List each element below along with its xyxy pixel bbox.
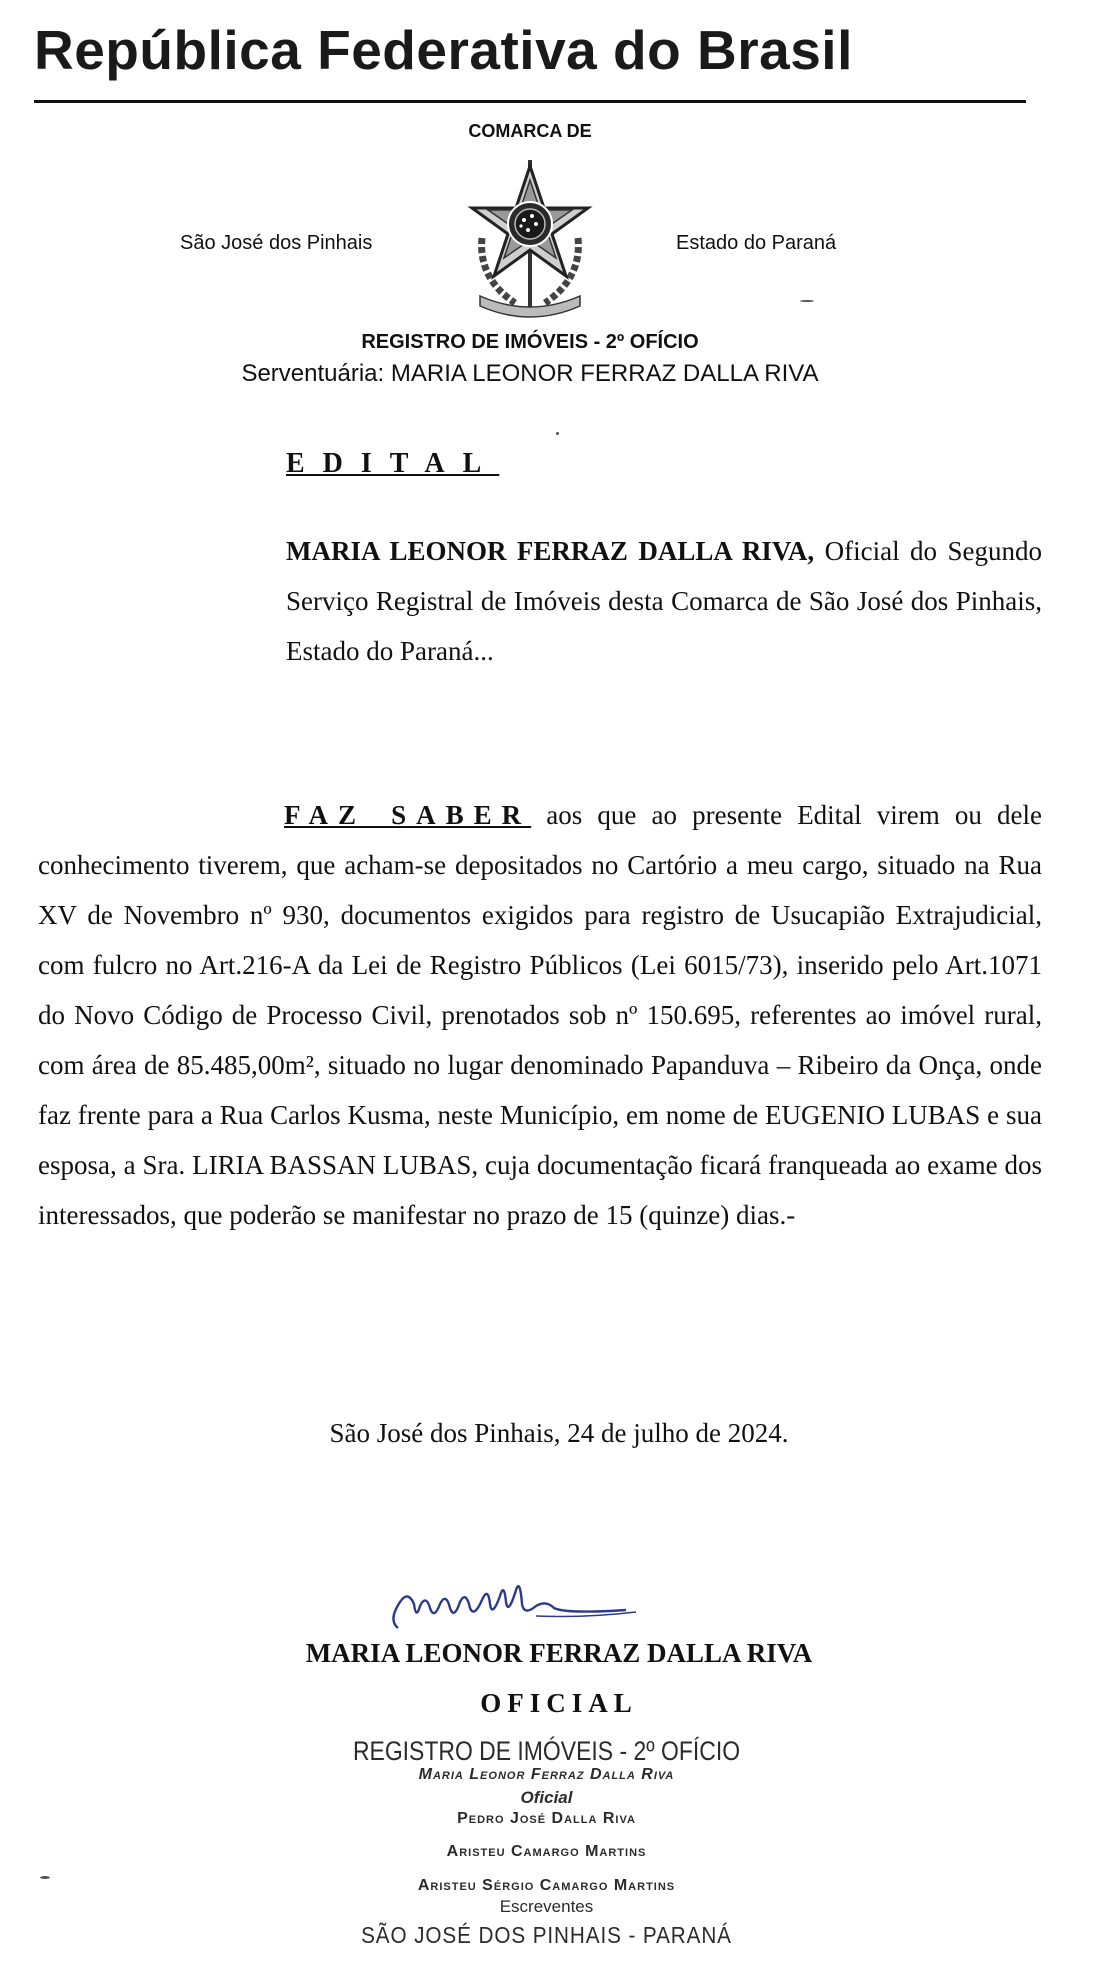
edital-intro xyxy=(286,526,1042,676)
stamp-scribes-label: Escreventes xyxy=(499,1897,594,1916)
registry-label: REGISTRO DE IMÓVEIS - 2º OFÍCIO xyxy=(361,331,699,353)
stamp-substitute: Pedro José Dalla Riva xyxy=(457,1810,636,1827)
signatory-name: MARIA LEONOR FERRAZ DALLA RIVA xyxy=(305,1638,813,1668)
page-title: República Federativa do Brasil xyxy=(34,19,853,81)
brazil-coat-of-arms-icon xyxy=(460,158,600,318)
handwritten-signature xyxy=(386,1560,686,1640)
intro-name: MARIA LEONOR FERRAZ DALLA RIVA, xyxy=(286,536,815,566)
stamp-substitute: Aristeu Sérgio Camargo Martins xyxy=(417,1877,676,1894)
title-divider xyxy=(34,100,1026,103)
state-label: Estado do Paraná xyxy=(676,232,837,254)
stamp-heading: REGISTRO DE IMÓVEIS - 2º OFÍCIO xyxy=(352,1736,741,1766)
comarca-label: COMARCA DE xyxy=(468,121,592,141)
edital-body xyxy=(38,790,1042,1240)
signatory-role: OFICIAL xyxy=(480,1688,638,1718)
scan-speck xyxy=(800,300,814,302)
faz-saber-lead: FAZ SABER xyxy=(284,800,532,830)
date-line: São José dos Pinhais, 24 de julho de 2024. xyxy=(329,1418,789,1448)
stamp-officer-role: Oficial xyxy=(520,1788,573,1807)
edital-heading: EDITAL xyxy=(286,448,500,479)
serventuaria-label: Serventuária: MARIA LEONOR FERRAZ DALLA RIVA xyxy=(241,360,819,387)
stamp-substitute: Aristeu Camargo Martins xyxy=(446,1843,647,1860)
intro-text: Oficial do Segundo Serviço Registral de Imóveis desta Comarca de São José dos Pinhais, Estado do Paraná... xyxy=(286,536,1042,666)
scan-speck xyxy=(40,1876,50,1879)
stamp-city: SÃO JOSÉ DOS PINHAIS - PARANÁ xyxy=(361,1922,732,1948)
city-label: São José dos Pinhais xyxy=(180,232,373,254)
scan-speck xyxy=(556,432,559,435)
stamp-officer: Maria Leonor Ferraz Dalla Riva xyxy=(418,1766,675,1783)
body-text: aos que ao presente Edital virem ou dele conhecimento tiverem, que acham-se depositados no Cartório a meu cargo, situado na Rua XV de Novembro nº 930, documentos exigidos para registro de Usucapião Extrajudicial, com fulcro no Art.216-A da Lei de Registro Públicos (Lei 6015/73), inserido pelo Art.1071 do Novo Código de Processo Civil, prenotados sob nº 150.695, referentes ao imóvel rural, com área de 85.485,00m², situado no lugar denominado Papanduva – Ribeiro da Onça, onde faz frente para a Rua Carlos Kusma, neste Município, em nome de EUGENIO LUBAS e sua esposa, a Sra. LIRIA BASSAN LUBAS, cuja documentação ficará franqueada ao exame dos interessados, que poderão se manifestar no prazo de 15 (quinze) dias.- xyxy=(38,800,1042,1230)
